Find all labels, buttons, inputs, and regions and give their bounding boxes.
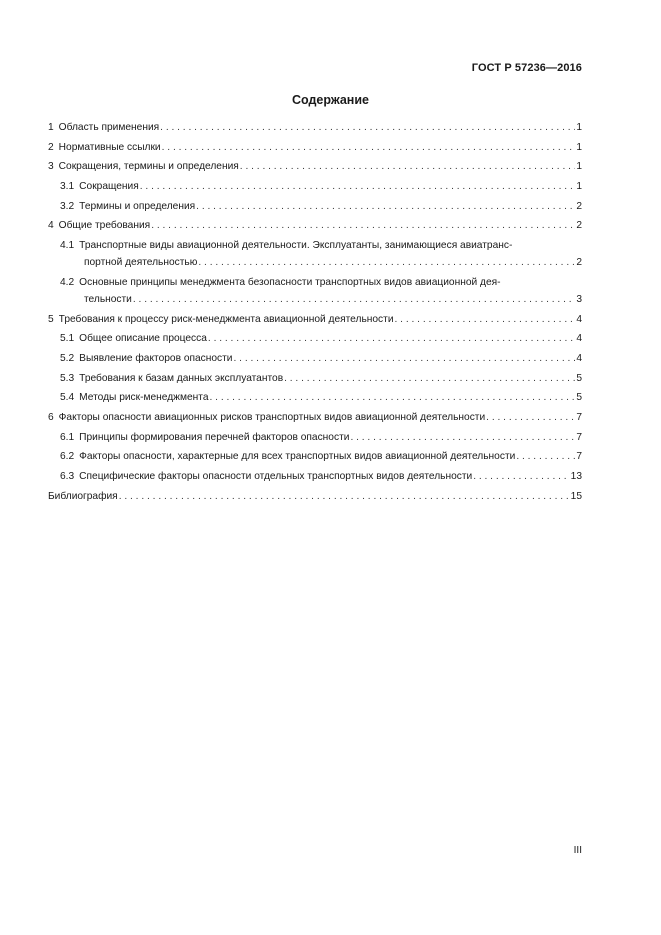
toc-number: 5.4: [60, 392, 75, 404]
toc-leader-dots: [234, 352, 576, 366]
toc-title: Сокращения: [79, 181, 139, 193]
toc-page: 7: [576, 411, 582, 423]
toc-entry-2[interactable]: [48, 141, 582, 155]
toc-title: Общие требования: [58, 220, 151, 232]
toc-leader-dots: [240, 160, 576, 174]
toc-leader-dots: [133, 293, 575, 307]
toc-page: 2: [576, 220, 582, 232]
toc-number: 3.1: [60, 181, 75, 193]
toc-page: 13: [570, 471, 582, 482]
toc-title: Специфические факторы опасности отдельных транспортных видов деятельности: [79, 471, 473, 482]
toc-leader-dots: [473, 470, 569, 484]
toc-entry-4[interactable]: [48, 219, 582, 233]
document-id: ГОСТ Р 57236—2016: [471, 62, 582, 74]
toc-entry-6-1[interactable]: [48, 431, 582, 445]
toc-entry-5-2[interactable]: [48, 352, 582, 366]
toc-title: Принципы формирования перечней факторов опасности: [79, 431, 350, 443]
toc-leader-dots: [486, 411, 575, 425]
toc-leader-dots: [119, 490, 570, 504]
toc-entry-5[interactable]: [48, 313, 582, 327]
toc-title: Основные принципы менеджмента безопасности транспортных видов авиационной дея-: [79, 276, 501, 288]
toc-leader-dots: [210, 391, 576, 405]
toc-leader-dots: [198, 256, 575, 270]
toc-title: Требования к процессу риск-менеджмента авиационной деятельности: [58, 313, 394, 325]
toc-page: 5: [576, 392, 582, 404]
toc-title: Требования к базам данных эксплуатантов: [79, 372, 284, 384]
toc-title: Сокращения, термины и определения: [58, 161, 239, 173]
toc-leader-dots: [151, 219, 575, 233]
toc-leader-dots: [395, 313, 576, 327]
toc-leader-dots: [284, 372, 575, 386]
toc-entry-5-3[interactable]: [48, 372, 582, 386]
toc-number: 1: [48, 122, 54, 133]
toc-entry-4-1[interactable]: [48, 239, 582, 270]
toc-number: 5.1: [60, 333, 75, 345]
toc-number: 6: [48, 411, 54, 423]
toc-title-continued: портной деятельностью: [84, 257, 198, 269]
toc-entry-6-2[interactable]: [48, 450, 582, 464]
toc-leader-dots: [160, 121, 575, 135]
toc-page: 1: [576, 181, 582, 193]
toc-entry-bibliography[interactable]: [48, 490, 582, 504]
toc-page: 1: [576, 141, 582, 153]
toc-title: Выявление факторов опасности: [79, 352, 233, 364]
toc-number: 5: [48, 313, 54, 325]
toc-number: 5.2: [60, 352, 75, 364]
toc-number: 6.1: [60, 431, 75, 443]
toc-title: Факторы опасности авиационных рисков транспортных видов авиационной деятельности: [58, 411, 486, 423]
table-of-contents: [48, 121, 582, 509]
toc-title: Термины и определения: [79, 200, 196, 212]
toc-entry-4-2[interactable]: [48, 276, 582, 307]
toc-entry-3-2[interactable]: [48, 200, 582, 214]
toc-entry-6[interactable]: [48, 411, 582, 425]
toc-title: Библиография: [48, 490, 118, 502]
toc-number: 6.3: [60, 471, 75, 482]
toc-leader-dots: [196, 200, 575, 214]
toc-page: 1: [576, 122, 582, 133]
toc-number: 2: [48, 141, 54, 153]
toc-entry-5-4[interactable]: [48, 391, 582, 405]
toc-page: 4: [576, 313, 582, 325]
toc-entry-3[interactable]: [48, 160, 582, 174]
toc-page: 2: [576, 200, 582, 212]
toc-page: 5: [576, 372, 582, 384]
toc-entry-5-1[interactable]: [48, 332, 582, 346]
toc-title: Факторы опасности, характерные для всех транспортных видов авиационной деятельности: [79, 451, 516, 463]
toc-number: 4.2: [60, 276, 75, 288]
toc-page: 15: [570, 490, 582, 502]
toc-page: 7: [576, 431, 582, 443]
toc-title: Транспортные виды авиационной деятельности. Эксплуатанты, занимающиеся авиатранс-: [79, 240, 513, 252]
toc-page: 2: [576, 257, 582, 269]
toc-number: 3: [48, 161, 54, 173]
toc-leader-dots: [208, 332, 575, 346]
toc-title: Область применения: [58, 122, 160, 133]
toc-number: 4: [48, 220, 54, 232]
toc-page: 7: [576, 451, 582, 463]
page-number: III: [573, 845, 582, 856]
toc-page: 4: [576, 352, 582, 364]
toc-page: 3: [576, 293, 582, 305]
toc-page: 4: [576, 333, 582, 345]
toc-number: 6.2: [60, 451, 75, 463]
toc-title: Нормативные ссылки: [58, 141, 161, 153]
toc-leader-dots: [140, 180, 576, 194]
toc-entry-3-1[interactable]: [48, 180, 582, 194]
toc-leader-dots: [516, 450, 575, 464]
toc-title-continued: тельности: [84, 293, 132, 305]
toc-title: Общее описание процесса: [79, 333, 207, 345]
toc-leader-dots: [162, 141, 576, 155]
page-title: Содержание: [291, 93, 369, 107]
toc-title: Методы риск-менеджмента: [79, 392, 209, 404]
toc-entry-6-3[interactable]: [48, 470, 582, 484]
toc-number: 4.1: [60, 240, 75, 252]
toc-page: 1: [576, 161, 582, 173]
toc-entry-1[interactable]: [48, 121, 582, 135]
toc-leader-dots: [350, 431, 575, 445]
toc-number: 5.3: [60, 372, 75, 384]
toc-number: 3.2: [60, 200, 75, 212]
